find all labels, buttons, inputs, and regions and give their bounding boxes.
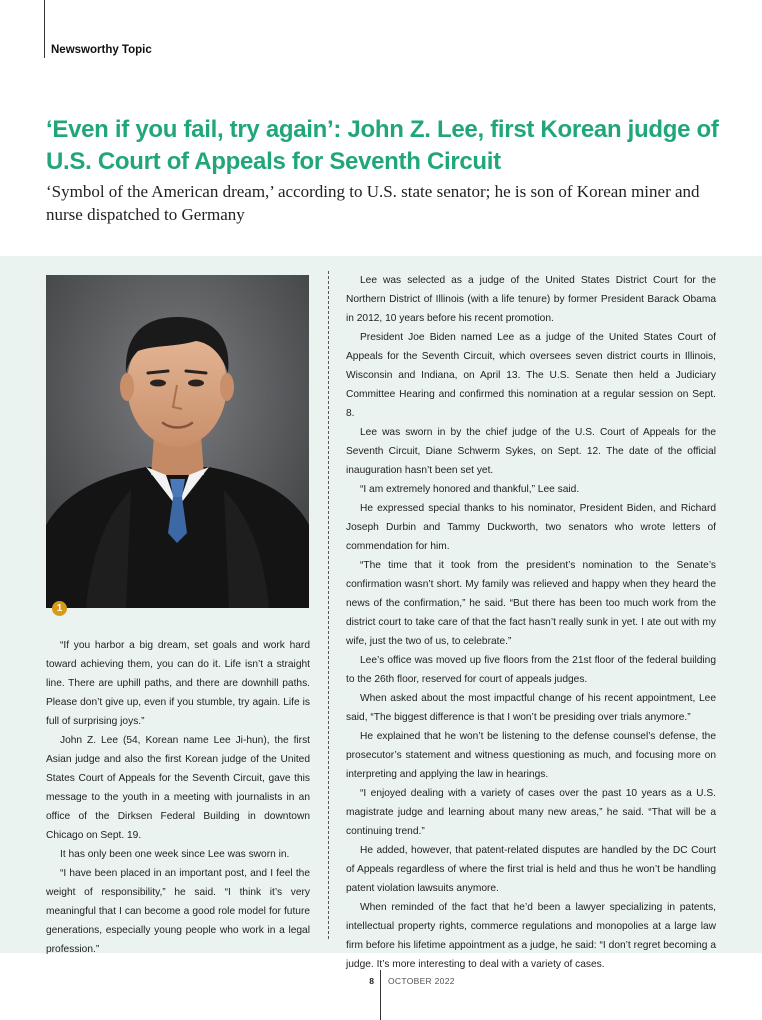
right-paragraph: He explained that he won’t be listening to the defense counsel’s defense, the prosecutor’s statement and witness questioning as much, and focusing more on interpreting and applying the law in hearings.	[346, 731, 716, 780]
portrait-illustration	[46, 275, 309, 608]
left-paragraph: It has only been one week since Lee was sworn in.	[60, 849, 290, 860]
right-paragraph: “I am extremely honored and thankful,” Lee said.	[360, 484, 580, 495]
right-paragraph: When asked about the most impactful change of his recent appointment, Lee said, “The biggest difference is that I won’t be presiding over trials anymore.”	[346, 693, 716, 723]
article-right-column	[346, 271, 716, 974]
article-left-column	[46, 636, 310, 959]
footer-rule	[380, 970, 381, 1020]
left-paragraph: John Z. Lee (54, Korean name Lee Ji-hun), the first Asian judge and also the first Korean judge of the United States Court of Appeals for the Seventh Circuit, gave this message to the youth in a meeting with journalists in an office of the Dirksen Federal Building in downtown Chicago on Sept. 19.	[46, 735, 310, 841]
article-subtitle: ‘Symbol of the American dream,’ according to U.S. state senator; he is son of Korean miner and nurse dispatched to Germany	[46, 182, 700, 224]
right-paragraph: Lee was sworn in by the chief judge of the U.S. Court of Appeals for the Seventh Circuit, Diane Schwerm Sykes, on Sept. 12. The date of the official inauguration hasn’t been set yet.	[346, 427, 716, 476]
section-label: Newsworthy Topic	[51, 44, 152, 56]
right-paragraph: When reminded of the fact that he’d been a lawyer specializing in patents, intellectual property rights, commerce regulations and monopolies at a large law firm before his lifetime appointment as a judge, he said: “I don’t regret becoming a judge. It’s more interesting to deal with a variety of cases.	[346, 902, 716, 970]
judge-portrait-photo	[46, 275, 309, 608]
photo-number-badge: 1	[52, 601, 67, 616]
header-rule	[44, 0, 45, 58]
right-paragraph: He added, however, that patent-related disputes are handled by the DC Court of Appeals regardless of where the first trial is held and thus he won’t be handling patent violation lawsuits anymore.	[346, 845, 716, 894]
right-paragraph: “The time that it took from the president’s nomination to the Senate’s confirmation wasn’t short. My family was relieved and happy when they heard the news of the confirmation,” he said. “But there has been too much work from the district court to take care of that the fact hasn’t really sunk in yet. I ate out with my wife, just the two of us, to celebrate.”	[346, 560, 716, 647]
page-number: 8	[369, 976, 374, 986]
right-paragraph: He expressed special thanks to his nominator, President Biden, and Richard Joseph Durbin and Tammy Duckworth, two senators who wrote letters of commendation for him.	[346, 503, 716, 552]
column-divider	[328, 271, 329, 939]
right-paragraph: President Joe Biden named Lee as a judge of the United States Court of Appeals for the Seventh Circuit, which oversees seven district courts in Illinois, Wisconsin and Indiana, on April 13. The U.S. Senate then held a Judiciary Committee Hearing and confirmed this nomination at a regular session on Sept. 8.	[346, 332, 716, 419]
left-paragraph: “I have been placed in an important post, and I feel the weight of responsibility,” he said. “I think it’s very meaningful that I can become a good role model for future generations, especially young people who work in a legal profession.”	[46, 868, 310, 955]
article-title: ‘Even if you fail, try again’: John Z. Lee, first Korean judge of U.S. Court of Appeals for Seventh Circuit	[46, 116, 719, 175]
right-paragraph: “I enjoyed dealing with a variety of cases over the past 10 years as a U.S. magistrate judge and learning about many new areas,” he said. “That will be a continuing trend.”	[346, 788, 716, 837]
issue-date: OCTOBER 2022	[388, 976, 455, 986]
right-paragraph: Lee was selected as a judge of the United States District Court for the Northern District of Illinois (with a life tenure) by former President Barack Obama in 2012, 10 years before his recent promotion.	[346, 275, 716, 324]
left-paragraph: “If you harbor a big dream, set goals and work hard toward achieving them, you can do it. Life isn’t a straight line. There are uphill paths, and there are downhill paths. Please don’t give up, even if you stumble, try again. Life is full of surprising joys.”	[46, 640, 310, 727]
right-paragraph: Lee’s office was moved up five floors from the 21st floor of the federal building to the 26th floor, reserved for court of appeals judges.	[346, 655, 716, 685]
